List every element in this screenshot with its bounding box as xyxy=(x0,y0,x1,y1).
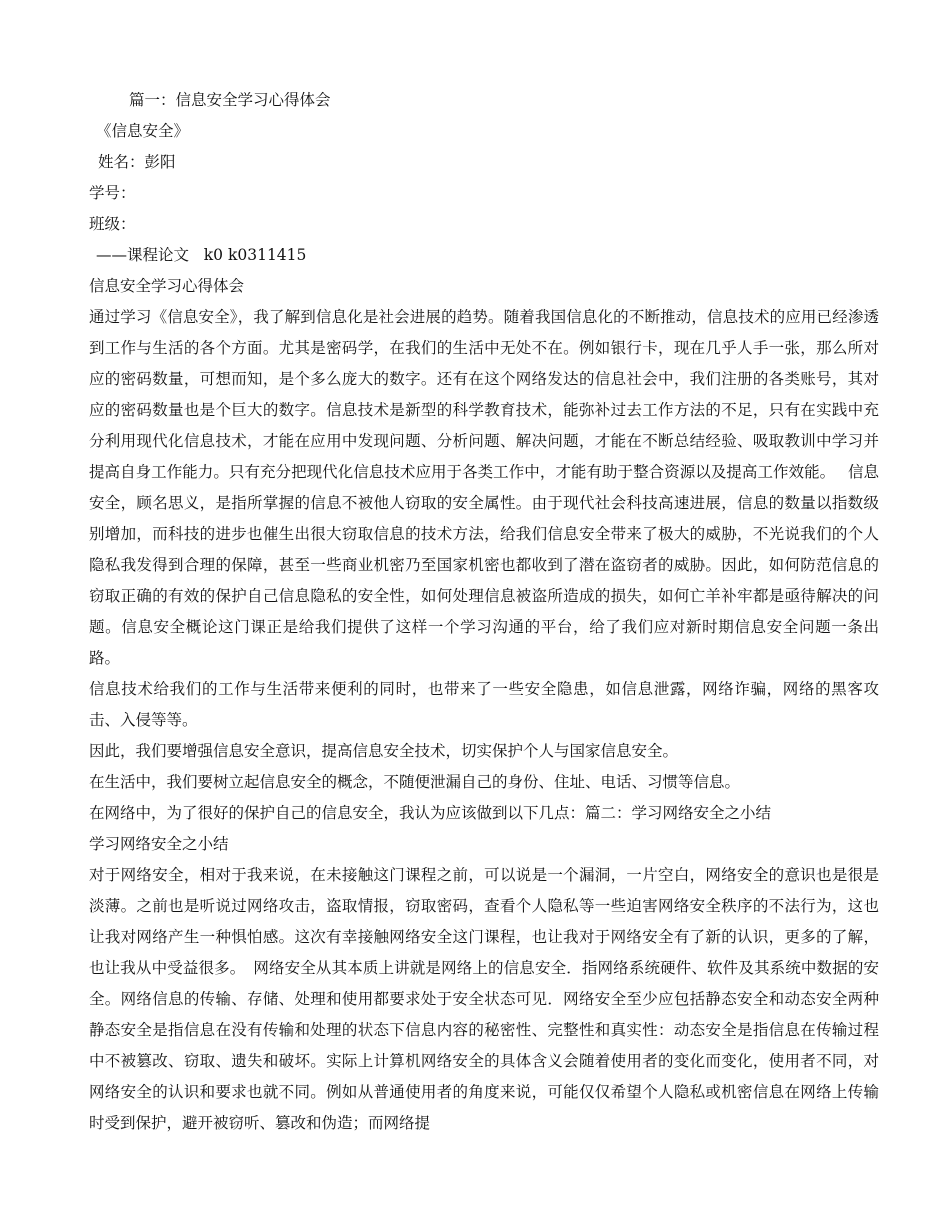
document-page xyxy=(89,85,879,1139)
course-paper-line: ——课程论文 k0 k0311415 xyxy=(96,246,307,264)
body-paragraph: 在生活中，我们要树立起信息安全的概念，不随便泄漏自己的身份、住址、电话、习惯等信息。 xyxy=(89,773,741,791)
author-name: 姓名：彭阳 xyxy=(98,153,176,171)
body-paragraph: 在网络中，为了很好的保护自己的信息安全，我认为应该做到以下几点：篇二：学习网络安全之小结 xyxy=(89,804,772,822)
paper-title: 《信息安全》 xyxy=(96,122,190,140)
body-paragraph: 通过学习《信息安全》，我了解到信息化是社会进展的趋势。随着我国信息化的不断推动，信息技术的应用已经渗透到工作与生活的各个方面。尤其是密码学，在我们的生活中无处不在。例如银行卡，现在几乎人手一张，那么所对应的密码数量，可想而知，是个多么庞大的数字。还有在这个网络发达的信息社会中，我们注册的各类账号，其对应的密码数量也是个巨大的数字。信息技术是新型的科学教育技术，能弥补过去工作方法的不足，只有在实践中充分利用现代化信息技术，才能在应用中发现问题、分析问题、解决问题，才能在不断总结经验、吸取教训中学习并提高自身工作能力。只有充分把现代化信息技术应用于各类工作中，才能有助于整合资源以及提高工作效能。 信息安全，顾名思义，是指所掌握的信息不被他人窃取的安全属性。由于现代社会科技高速进展，信息的数量以指数级别增加，而科技的进步也催生出很大窃取信息的技术方法，给我们信息安全带来了极大的威胁，不光说我们的个人隐私我发得到合理的保障，甚至一些商业机密乃至国家机密也都收到了潜在盗窃者的威胁。因此，如何防范信息的窃取正确的有效的保护自己信息隐私的安全性，如何处理信息被盗所造成的损失，如何亡羊补牢都是亟待解决的问题。信息安全概论这门课正是给我们提供了这样一个学习沟通的平台，给了我们应对新时期信息安全问题一条出路。 xyxy=(89,308,879,667)
student-id-label: 学号： xyxy=(89,184,136,202)
body-paragraph: 信息技术给我们的工作与生活带来便利的同时，也带来了一些安全隐患，如信息泄露，网络诈骗，网络的黑客攻击、入侵等等。 xyxy=(89,680,879,729)
body-paragraph: 对于网络安全，相对于我来说，在未接触这门课程之前，可以说是一个漏洞，一片空白，网络安全的意识也是很是淡薄。之前也是听说过网络攻击，盗取情报，窃取密码，查看个人隐私等一些迫害网络安全秩序的不法行为，这也让我对网络产生一种惧怕感。这次有幸接触网络安全这门课程，也让我对于网络安全有了新的认识，更多的了解，也让我从中受益很多。 网络安全从其本质上讲就是网络上的信息安全．指网络系统硬件、软件及其系统中数据的安全。网络信息的传输、存储、处理和使用都要求处于安全状态可见．网络安全至少应包括静态安全和动态安全两种静态安全是指信息在没有传输和处理的状态下信息内容的秘密性、完整性和真实性：动态安全是指信息在传输过程中不被篡改、窃取、遗失和破坏。实际上计算机网络安全的具体含义会随着使用者的变化而变化，使用者不同，对网络安全的认识和要求也就不同。例如从普通使用者的角度来说，可能仅仅希望个人隐私或机密信息在网络上传输时受到保护，避开被窃听、篡改和伪造；而网络提 xyxy=(89,866,879,1132)
section-heading: 学习网络安全之小结 xyxy=(89,835,229,853)
section-title: 篇一：信息安全学习心得体会 xyxy=(129,91,331,109)
body-paragraph: 因此，我们要增强信息安全意识，提高信息安全技术，切实保护个人与国家信息安全。 xyxy=(89,742,679,760)
essay-heading: 信息安全学习心得体会 xyxy=(89,277,245,295)
class-label: 班级： xyxy=(89,215,136,233)
